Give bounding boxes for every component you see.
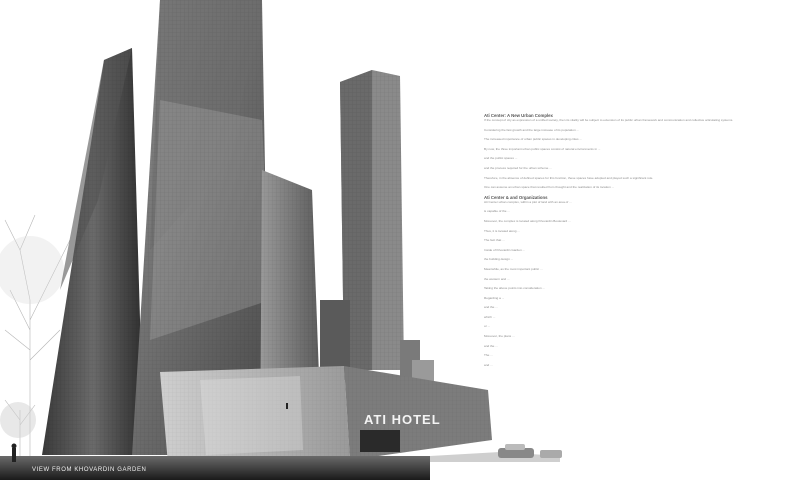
- paragraph-3-4: Thus, it is located along ...: [484, 228, 520, 233]
- paragraph-1-1: If the concept of city as expression of a unified society, then its vitality will be subject to extension of its public urban framework and communication and collective articulating systems.: [484, 118, 734, 122]
- paragraph-5-1: Meanwhile, as the most important public ...: [484, 266, 543, 271]
- paragraph-5-2: the western and ...: [484, 276, 510, 281]
- hotel-podium: [160, 366, 492, 464]
- paragraph-7-5: Moreover, the plans ...: [484, 334, 515, 339]
- paragraph-4-3: the building design ...: [484, 257, 514, 262]
- paragraph-3-3: Moreover, the complex is located along Khovardin Boulevard ...: [484, 218, 571, 223]
- paragraph-3-2: is capable of the ...: [484, 209, 510, 214]
- paragraph-2b: One can assume an urban space that resulted from thought and the realization of its location ...: [484, 185, 615, 190]
- paragraph-1-2: Considering the fast growth and the large increase of its population ...: [484, 127, 580, 132]
- paragraph-1-3: The increased importance of urban public spaces in developing cities ...: [484, 137, 583, 142]
- paragraph-7-2: and the ...: [484, 305, 498, 310]
- paragraph-7-3: which ...: [484, 314, 496, 319]
- paragraph-7-6: and the ...: [484, 343, 498, 348]
- view-caption: VIEW FROM KHOVARDIN GARDEN: [32, 467, 147, 473]
- paragraph-4-2: Inside of Khovardin Garden ...: [484, 247, 526, 252]
- paragraph-8-1: The ...: [484, 353, 493, 358]
- hotel-sign: ATI HOTEL: [364, 412, 441, 427]
- cars: [498, 444, 562, 458]
- project-description: [484, 113, 790, 372]
- paragraph-6: Taking the above points into consideration ...: [484, 286, 546, 291]
- section-title-2: Ati Center & and Organizations: [484, 194, 548, 200]
- paragraph-1-5: and the public spaces ...: [484, 156, 518, 161]
- paragraph-8-2: and ...: [484, 362, 493, 367]
- paragraph-3-1: Ati Center urban complex, within a plot of land with an area of ...: [484, 199, 572, 204]
- paragraph-4-1: The fact that ...: [484, 238, 505, 243]
- paragraph-7-1: Regarding a ...: [484, 295, 505, 300]
- paragraph-1-6: and the process required for the urban scheme ...: [484, 165, 552, 170]
- paragraph-2: Therefore, in the absence of defined spaces for this function, these spaces have adopted and played such a significant role.: [484, 175, 654, 180]
- paragraph-1-4: By now, the three important urban public spaces consist of natural environments in ...: [484, 146, 601, 151]
- paragraph-7-4: or ...: [484, 324, 491, 329]
- section-title-1: Ati Center: A New Urban Complex: [484, 113, 553, 118]
